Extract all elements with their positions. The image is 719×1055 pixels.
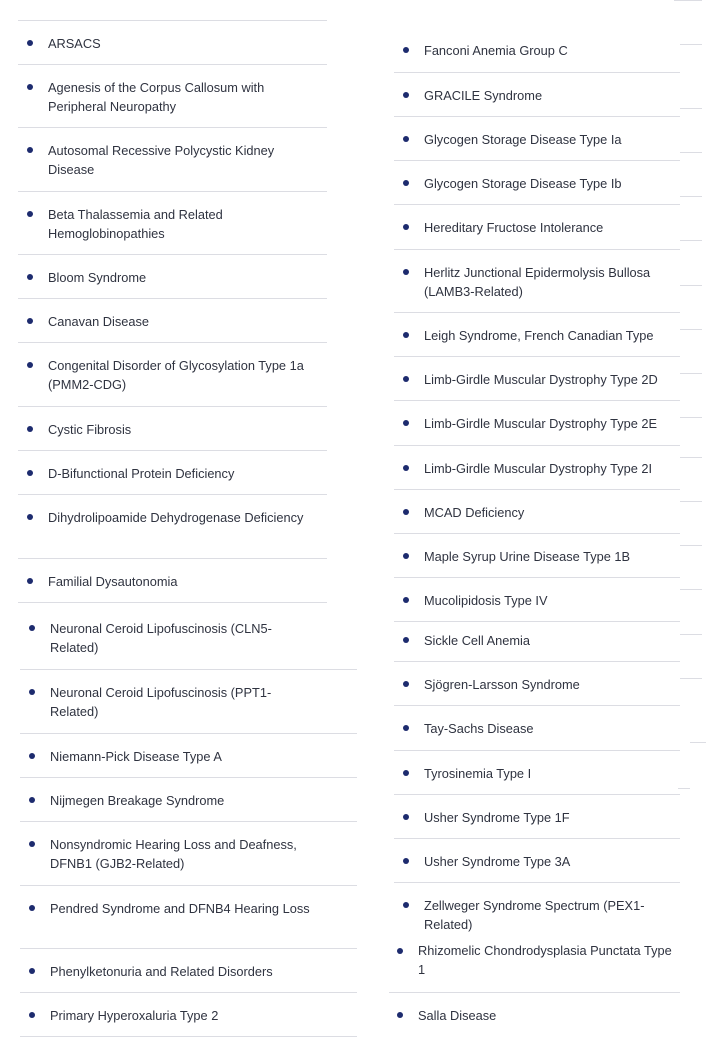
list-item-label: Usher Syndrome Type 3A — [424, 854, 571, 869]
list-item — [20, 948, 357, 993]
list-item-label: Nijmegen Breakage Syndrome — [50, 793, 225, 808]
list-item-label: Mucolipidosis Type IV — [424, 593, 548, 608]
bullet-icon — [27, 470, 33, 476]
list-item-label: Congenital Disorder of Glycosylation Type 1a (PMM2-CDG) — [48, 358, 304, 392]
bullet-icon — [397, 1012, 403, 1018]
bullet-icon — [27, 40, 33, 46]
divider — [690, 742, 706, 743]
list-item-label: Limb-Girdle Muscular Dystrophy Type 2E — [424, 416, 658, 431]
list-item-label: Zellweger Syndrome Spectrum (PEX1-Related) — [424, 898, 645, 932]
bullet-icon — [403, 509, 409, 515]
bullet-icon — [403, 770, 409, 776]
divider — [678, 788, 690, 789]
list-item-label: Glycogen Storage Disease Type Ib — [424, 176, 622, 191]
divider — [680, 240, 702, 241]
bullet-icon — [29, 841, 35, 847]
list-item-label: Neuronal Ceroid Lipofuscinosis (CLN5-Related) — [50, 621, 272, 655]
divider — [680, 285, 702, 286]
bullet-icon — [403, 597, 409, 603]
bullet-icon — [27, 211, 33, 217]
bullet-icon — [29, 625, 35, 631]
list-item-label: Salla Disease — [418, 1008, 497, 1023]
list-item-label: Herlitz Junctional Epidermolysis Bullosa (LAMB3-Related) — [424, 265, 651, 299]
bullet-icon — [27, 514, 33, 520]
bullet-icon — [403, 224, 409, 230]
bullet-icon — [27, 362, 33, 368]
bullet-icon — [403, 136, 409, 142]
list-item — [20, 669, 357, 734]
list-item — [389, 992, 680, 1037]
list-item — [20, 606, 357, 669]
list-item — [18, 558, 327, 603]
list-item — [18, 450, 327, 495]
list-item — [18, 20, 327, 65]
list-item-label: Tyrosinemia Type I — [424, 766, 532, 781]
list-item — [18, 254, 327, 299]
bullet-icon — [27, 318, 33, 324]
bullet-icon — [27, 578, 33, 584]
bullet-icon — [403, 47, 409, 53]
bullet-icon — [29, 968, 35, 974]
list-item-label: Neuronal Ceroid Lipofuscinosis (PPT1-Related) — [50, 685, 272, 719]
list-item — [394, 533, 680, 578]
divider — [674, 0, 702, 1]
list-item-label: Dihydrolipoamide Dehydrogenase Deficiency — [48, 510, 304, 525]
bullet-icon — [397, 948, 403, 954]
list-item — [18, 494, 327, 559]
list-item — [394, 882, 680, 935]
list-item — [394, 577, 680, 622]
bullet-icon — [403, 681, 409, 687]
list-item-label: Leigh Syndrome, French Canadian Type — [424, 328, 654, 343]
bullet-icon — [403, 814, 409, 820]
bullet-icon — [403, 725, 409, 731]
list-item-label: Agenesis of the Corpus Callosum with Peripheral Neuropathy — [48, 80, 265, 114]
list-item-label: Bloom Syndrome — [48, 270, 147, 285]
divider — [680, 457, 702, 458]
divider — [680, 329, 702, 330]
bullet-icon — [403, 553, 409, 559]
list-item-label: Primary Hyperoxaluria Type 2 — [50, 1008, 219, 1023]
list-item — [18, 191, 327, 255]
bullet-icon — [29, 1012, 35, 1018]
divider — [680, 196, 702, 197]
list-item-label: Fanconi Anemia Group C — [424, 43, 568, 58]
list-item-label: Nonsyndromic Hearing Loss and Deafness, DFNB1 (GJB2-Related) — [50, 837, 297, 871]
divider — [680, 678, 702, 679]
list-item — [394, 400, 680, 446]
bullet-icon — [403, 376, 409, 382]
list-item-label: Phenylketonuria and Related Disorders — [50, 964, 273, 979]
divider — [680, 44, 702, 45]
list-item-label: Sjögren-Larsson Syndrome — [424, 677, 580, 692]
list-item — [394, 356, 680, 401]
list-item — [20, 992, 357, 1037]
list-item-label: ARSACS — [48, 36, 101, 51]
list-item — [394, 838, 680, 883]
divider — [680, 417, 702, 418]
list-item-label: Usher Syndrome Type 1F — [424, 810, 570, 825]
list-item-label: Sickle Cell Anemia — [424, 633, 530, 648]
list-item-label: Niemann-Pick Disease Type A — [50, 749, 222, 764]
bullet-icon — [403, 637, 409, 643]
list-item-label: Beta Thalassemia and Related Hemoglobinopathies — [48, 207, 223, 241]
list-item — [18, 342, 327, 407]
list-item — [20, 885, 357, 949]
list-item-label: Cystic Fibrosis — [48, 422, 132, 437]
list-item-label: Tay-Sachs Disease — [424, 721, 534, 736]
list-item-label: Rhizomelic Chondrodysplasia Punctata Type 1 — [418, 943, 672, 977]
list-item-label: Limb-Girdle Muscular Dystrophy Type 2D — [424, 372, 658, 387]
list-item-label: Pendred Syndrome and DFNB4 Hearing Loss — [50, 901, 310, 916]
bullet-icon — [27, 147, 33, 153]
list-item — [389, 934, 680, 992]
bullet-icon — [403, 902, 409, 908]
divider — [680, 501, 702, 502]
list-item-label: GRACILE Syndrome — [424, 88, 543, 103]
list-item — [394, 705, 680, 751]
list-item — [394, 312, 680, 357]
bullet-icon — [403, 332, 409, 338]
bullet-icon — [403, 92, 409, 98]
list-item — [20, 821, 357, 886]
list-item-label: Glycogen Storage Disease Type Ia — [424, 132, 622, 147]
list-item-label: Hereditary Fructose Intolerance — [424, 220, 604, 235]
list-item — [18, 406, 327, 451]
list-item-label: D-Bifunctional Protein Deficiency — [48, 466, 235, 481]
list-item — [20, 733, 357, 778]
list-item — [394, 621, 680, 662]
list-item — [394, 204, 680, 250]
bullet-icon — [27, 84, 33, 90]
list-item — [394, 249, 680, 313]
divider — [680, 108, 702, 109]
list-item — [394, 445, 680, 490]
bullet-icon — [403, 465, 409, 471]
list-item-label: Canavan Disease — [48, 314, 150, 329]
list-item — [394, 116, 680, 161]
list-item-label: Limb-Girdle Muscular Dystrophy Type 2I — [424, 461, 653, 476]
divider — [18, 602, 327, 603]
list-item-label: Familial Dysautonomia — [48, 574, 178, 589]
divider — [680, 152, 702, 153]
bullet-icon — [403, 858, 409, 864]
list-item — [394, 661, 680, 706]
bullet-icon — [27, 426, 33, 432]
divider — [680, 373, 702, 374]
list-item — [18, 127, 327, 192]
list-item — [394, 28, 680, 72]
divider — [680, 634, 702, 635]
list-item — [394, 489, 680, 534]
list-item — [20, 777, 357, 822]
list-item — [394, 160, 680, 205]
bullet-icon — [29, 905, 35, 911]
bullet-icon — [27, 274, 33, 280]
bullet-icon — [29, 689, 35, 695]
bullet-icon — [403, 420, 409, 426]
divider — [680, 545, 702, 546]
list-item — [18, 298, 327, 343]
bullet-icon — [403, 269, 409, 275]
list-item-label: Maple Syrup Urine Disease Type 1B — [424, 549, 631, 564]
list-item-label: Autosomal Recessive Polycystic Kidney Disease — [48, 143, 275, 177]
divider — [680, 589, 702, 590]
divider — [20, 1036, 357, 1037]
bullet-icon — [29, 797, 35, 803]
list-item — [394, 72, 680, 117]
list-item-label: MCAD Deficiency — [424, 505, 525, 520]
list-item — [18, 64, 327, 128]
bullet-icon — [403, 180, 409, 186]
list-item — [394, 794, 680, 839]
list-item — [394, 750, 680, 795]
bullet-icon — [29, 753, 35, 759]
